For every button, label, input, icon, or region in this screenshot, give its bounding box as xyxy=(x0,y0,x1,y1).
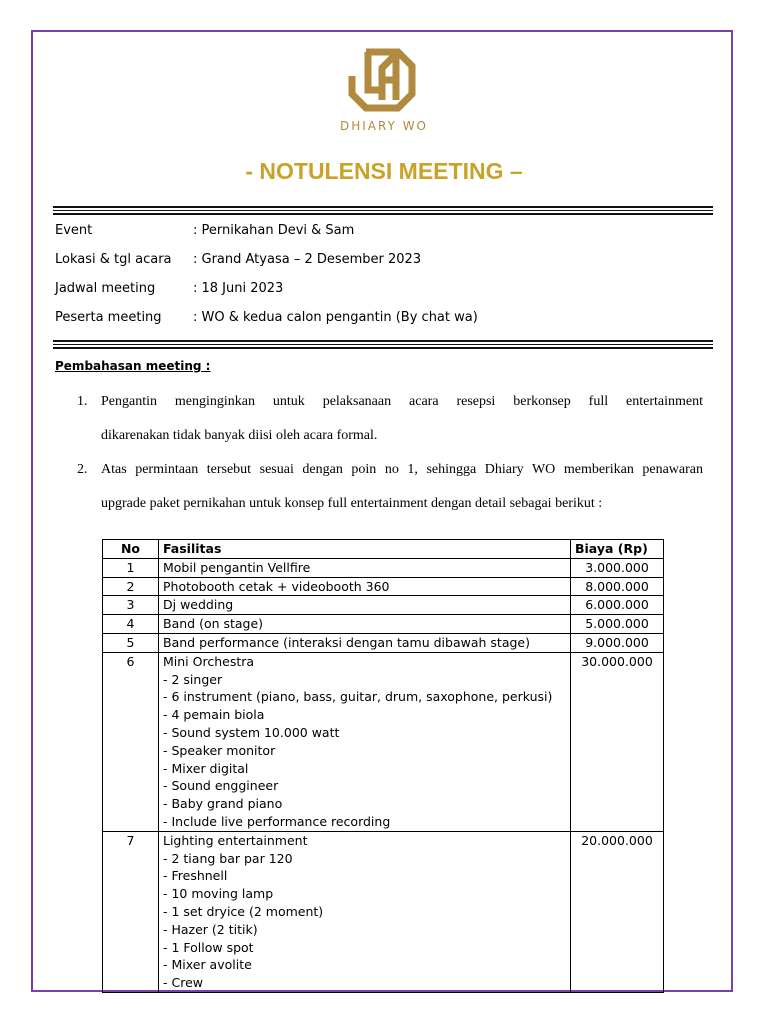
dhiary-wo-logo xyxy=(346,46,418,114)
info-label: Event xyxy=(55,223,93,238)
table-row xyxy=(103,577,664,596)
facility-item: - 2 singer xyxy=(163,671,223,687)
facilities-table xyxy=(102,539,664,993)
row-cost: 3.000.000 xyxy=(571,558,664,577)
row-cost: 6.000.000 xyxy=(571,596,664,615)
facility-item: - Speaker monitor xyxy=(163,742,276,758)
table-row xyxy=(103,652,664,831)
table-row xyxy=(103,831,664,992)
section-title: Pembahasan meeting : xyxy=(55,359,211,373)
header-cost: Biaya (Rp) xyxy=(571,540,664,559)
row-cost: 30.000.000 xyxy=(571,652,664,831)
row-facility xyxy=(159,615,571,634)
row-number: 4 xyxy=(103,615,159,634)
facility-item: - Sound system 10.000 watt xyxy=(163,724,340,740)
row-number: 5 xyxy=(103,633,159,652)
info-divider xyxy=(53,340,713,349)
header-facility: Fasilitas xyxy=(159,540,571,559)
row-facility xyxy=(159,652,571,831)
table-row xyxy=(103,596,664,615)
facility-item: - 2 tiang bar par 120 xyxy=(163,850,293,866)
facility-item: Lighting entertainment xyxy=(163,832,308,848)
row-facility xyxy=(159,577,571,596)
row-facility xyxy=(159,596,571,615)
table-row xyxy=(103,615,664,634)
facility-item: Dj wedding xyxy=(163,597,234,613)
point-line: dikarenakan tidak banyak diisi oleh acara formal. xyxy=(101,428,378,443)
info-value: : Grand Atyasa – 2 Desember 2023 xyxy=(193,252,422,267)
info-label: Jadwal meeting xyxy=(55,281,156,296)
row-cost: 5.000.000 xyxy=(571,615,664,634)
info-label: Lokasi & tgl acara xyxy=(55,252,172,267)
info-value: : Pernikahan Devi & Sam xyxy=(193,223,355,238)
facility-item: - Crew xyxy=(163,975,203,991)
facility-item: Band performance (interaksi dengan tamu dibawah stage) xyxy=(163,634,530,650)
facility-item: - 10 moving lamp xyxy=(163,886,274,902)
row-cost: 8.000.000 xyxy=(571,577,664,596)
facility-item: - Hazer (2 titik) xyxy=(163,921,258,937)
header-no: No xyxy=(103,540,159,559)
info-label: Peserta meeting xyxy=(55,310,162,325)
facility-item: Mini Orchestra xyxy=(163,653,255,669)
row-facility xyxy=(159,633,571,652)
row-number: 1 xyxy=(103,558,159,577)
row-number: 7 xyxy=(103,831,159,992)
point-line: Pengantin menginginkan untuk pelaksanaan acara resepsi berkonsep full entertainment xyxy=(101,394,703,409)
facility-item: - Freshnell xyxy=(163,868,228,884)
point-line: Atas permintaan tersebut sesuai dengan poin no 1, sehingga Dhiary WO memberikan penawaran xyxy=(101,462,703,477)
facility-item: - 6 instrument (piano, bass, guitar, drum, saxophone, perkusi) xyxy=(163,689,553,705)
facility-item: - Include live performance recording xyxy=(163,813,391,829)
facility-item: Photobooth cetak + videobooth 360 xyxy=(163,578,390,594)
brand-name: DHIARY WO xyxy=(339,119,429,133)
row-cost: 20.000.000 xyxy=(571,831,664,992)
table-row xyxy=(103,558,664,577)
table-header-row xyxy=(103,540,664,559)
facility-item: - Mixer avolite xyxy=(163,957,252,973)
info-value: : 18 Juni 2023 xyxy=(193,281,284,296)
facility-item: - 1 set dryice (2 moment) xyxy=(163,903,324,919)
point-number: 2. xyxy=(77,462,88,477)
facility-item: - Sound enggineer xyxy=(163,778,279,794)
point-number: 1. xyxy=(77,394,88,409)
row-number: 6 xyxy=(103,652,159,831)
facility-item: - 4 pemain biola xyxy=(163,707,265,723)
facility-item: Band (on stage) xyxy=(163,616,264,632)
document-title: - NOTULENSI MEETING – xyxy=(245,158,523,184)
table-row xyxy=(103,633,664,652)
row-facility xyxy=(159,558,571,577)
info-value: : WO & kedua calon pengantin (By chat wa) xyxy=(193,310,478,325)
facility-item: Mobil pengantin Vellfire xyxy=(163,559,311,575)
facility-item: - Baby grand piano xyxy=(163,796,283,812)
facility-item: - Mixer digital xyxy=(163,760,249,776)
header-divider xyxy=(53,206,713,215)
table-body xyxy=(103,558,664,992)
row-cost: 9.000.000 xyxy=(571,633,664,652)
row-facility xyxy=(159,831,571,992)
facility-item: - 1 Follow spot xyxy=(163,939,254,955)
point-line: upgrade paket pernikahan untuk konsep full entertainment dengan detail sebagai berikut : xyxy=(101,496,603,511)
row-number: 3 xyxy=(103,596,159,615)
row-number: 2 xyxy=(103,577,159,596)
